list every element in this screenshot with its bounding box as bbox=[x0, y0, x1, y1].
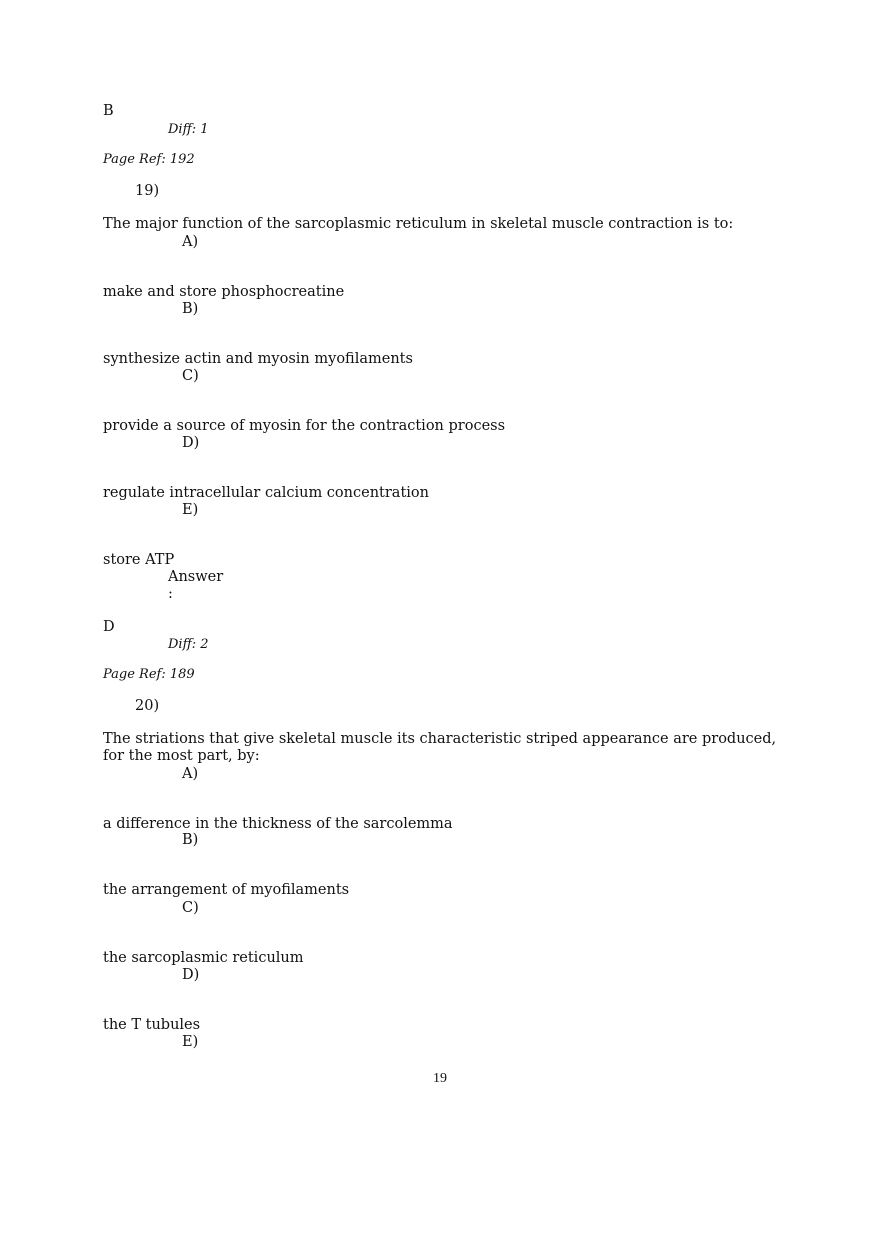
q20-option-c-text: the sarcoplasmic reticulum bbox=[103, 950, 304, 966]
q19-question: The major function of the sarcoplasmic reticulum in skeletal muscle contraction is to: bbox=[103, 216, 734, 232]
q20-option-a-text: a difference in the thickness of the sarcolemma bbox=[103, 816, 453, 832]
q19-answer-label: Answer bbox=[168, 569, 224, 585]
q19-diff: Diff: 2 bbox=[168, 637, 209, 652]
q19-option-d-label: D) bbox=[182, 435, 200, 451]
q19-option-a-text: make and store phosphocreatine bbox=[103, 284, 345, 300]
q20-option-e-label: E) bbox=[182, 1034, 199, 1050]
q19-answer-colon: : bbox=[168, 586, 173, 602]
prev-diff: Diff: 1 bbox=[168, 122, 209, 137]
q19-option-d-text: regulate intracellular calcium concentration bbox=[103, 485, 429, 501]
q19-option-a-label: A) bbox=[182, 234, 199, 250]
q20-option-b-label: B) bbox=[182, 832, 199, 848]
q20-option-d-label: D) bbox=[182, 967, 200, 983]
q19-answer: D bbox=[103, 619, 115, 635]
q20-option-b-text: the arrangement of myofilaments bbox=[103, 882, 350, 898]
q20-question: The striations that give skeletal muscle its characteristic striped appearance are produced, for the most part, by: bbox=[103, 731, 777, 764]
q19-option-b-label: B) bbox=[182, 301, 199, 317]
q19-page-ref: Page Ref: 189 bbox=[103, 667, 195, 682]
q19-option-c-label: C) bbox=[182, 368, 199, 384]
q19-option-c-text: provide a source of myosin for the contraction process bbox=[103, 418, 506, 434]
q20-option-c-label: C) bbox=[182, 900, 199, 916]
prev-page-ref: Page Ref: 192 bbox=[103, 152, 195, 167]
q20-option-a-label: A) bbox=[182, 766, 199, 782]
q20-number: 20) bbox=[135, 698, 160, 714]
q19-number: 19) bbox=[135, 183, 160, 199]
q19-option-e-text: store ATP bbox=[103, 552, 175, 568]
prev-answer: B bbox=[103, 103, 114, 119]
q20-option-d-text: the T tubules bbox=[103, 1017, 201, 1033]
page-number: 19 bbox=[433, 1071, 447, 1086]
q19-option-b-text: synthesize actin and myosin myofilaments bbox=[103, 351, 413, 367]
q19-option-e-label: E) bbox=[182, 502, 199, 518]
